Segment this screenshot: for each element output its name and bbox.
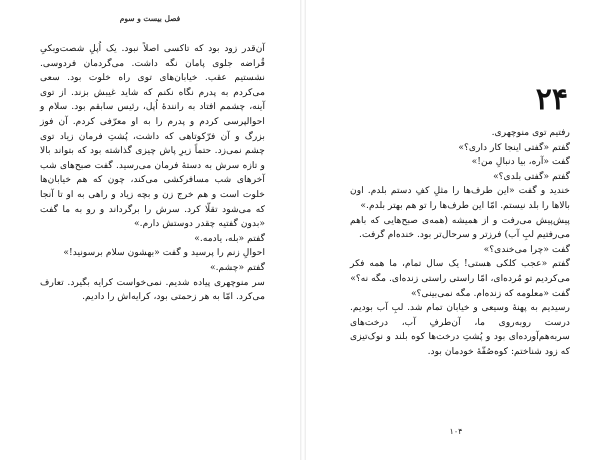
paragraph: گفت «معلومه که زنده‌ام. مگه نمی‌بینی؟» xyxy=(410,287,570,299)
paragraph: گفت «چرا می‌خندی؟» xyxy=(483,243,570,255)
left-page xyxy=(0,0,300,460)
paragraph: گفتم «گفتی اینجا کار داری؟» xyxy=(458,141,570,153)
paragraph: رسیدیم به پهنهٔ وسیعی و خیابان تمام شد. لبِ آب بودیم. درست روبه‌روی ما، آن‌طرفِ آب، درخت‌های سربه‌هم‌آورده‌ای بود و پُشتِ درخت‌ها کوه بلند و نوک‌تیزی که زود شناختم: کوه‌صُفّهٔ خودمان بود. xyxy=(350,302,570,357)
chapter-number: ۲۴ xyxy=(535,82,568,117)
paragraph: گفتم «عجب کلکی هستی! یک سال تمام، ما همه فکر می‌کردیم تو مُرده‌ای، امّا راستی راستی زنده‌ای. مگه نه؟» xyxy=(350,258,570,284)
paragraph: گفتم «گفتی بلدی؟» xyxy=(493,170,570,182)
running-head: فصل بیست و سوم xyxy=(119,14,181,23)
paragraph: آن‌قدر زود بود که تاکسی اصلاً نبود. یک اُپلِ شصت‌وبکیِ قُراضه جلوی پامان نگه داشت. می‌گردمان فردوسی. نشستیم عقب. خیابان‌های توی راه خلوت بود. سعی می‌کردم به پدرم نگاه نکنم که شاید غیبش بزند. از توی آینه، چشمم افتاد به رانندهٔ اُپل، رئیس سابقم بود. سلام و احوالپرسی کردم و پدرم را به او معرّفی کردم. آن فوز بزرگ و آن فرّکوتاهی که داشت، پُشتِ فرمان زیاد توی چشم نمی‌زد. حتماً زیرِ پاش چیزی گذاشته بود که بتواند بالا و تازه سرش به دستهٔ فرمان می‌رسید. گفت صبح‌های شب آخرهای شب مسافرکشی می‌کند، چون که هم خیابان‌ها خلوت است و هم خرج زن و بچه زیاد و راهی به او تا آنجا که می‌شود تقلّا کرد. سرش را برگرداند و رو به ما گفت «بدون گفتیه چقدر دوستش دارم.» xyxy=(40,43,265,230)
right-page xyxy=(306,0,606,460)
paragraph: پیش‌پیش می‌رفت و از همیشه (همه‌ی صبح‌هایی که باهم می‌رفتیم لبِ آب) فرزتر و سرحال‌تر بود. خنده‌ام گرفت. xyxy=(350,214,570,241)
left-page-text xyxy=(40,42,265,305)
paragraph: گفتم «بله، یادمه.» xyxy=(194,232,265,244)
right-page-text xyxy=(350,126,570,360)
paragraph: سر منوچهری پیاده شدیم. نمی‌خواست کرایه بگیرد. تعارف می‌کرد. امّا به هر زحمتی بود، کرایه‌اش را دادیم. xyxy=(40,276,265,303)
page-number: ۱۰۴ xyxy=(449,427,463,436)
paragraph: گفتم «چشم.» xyxy=(210,261,265,273)
paragraph: رفتیم توی منوچهری. xyxy=(491,127,570,138)
paragraph: احوالِ زنم را پرسید و گفت «بهشون سلام برسونید!» xyxy=(63,247,265,259)
paragraph: گفت «آره، بیا دنبالِ من!» xyxy=(471,156,570,168)
paragraph: خندید و گفت «این طرف‌ها را مثلِ کفِ دستم بلدم. اون بالاها را بلد نیستم. امّا این طرف‌ها را تو هم بهتر بلدم.» xyxy=(350,185,570,211)
